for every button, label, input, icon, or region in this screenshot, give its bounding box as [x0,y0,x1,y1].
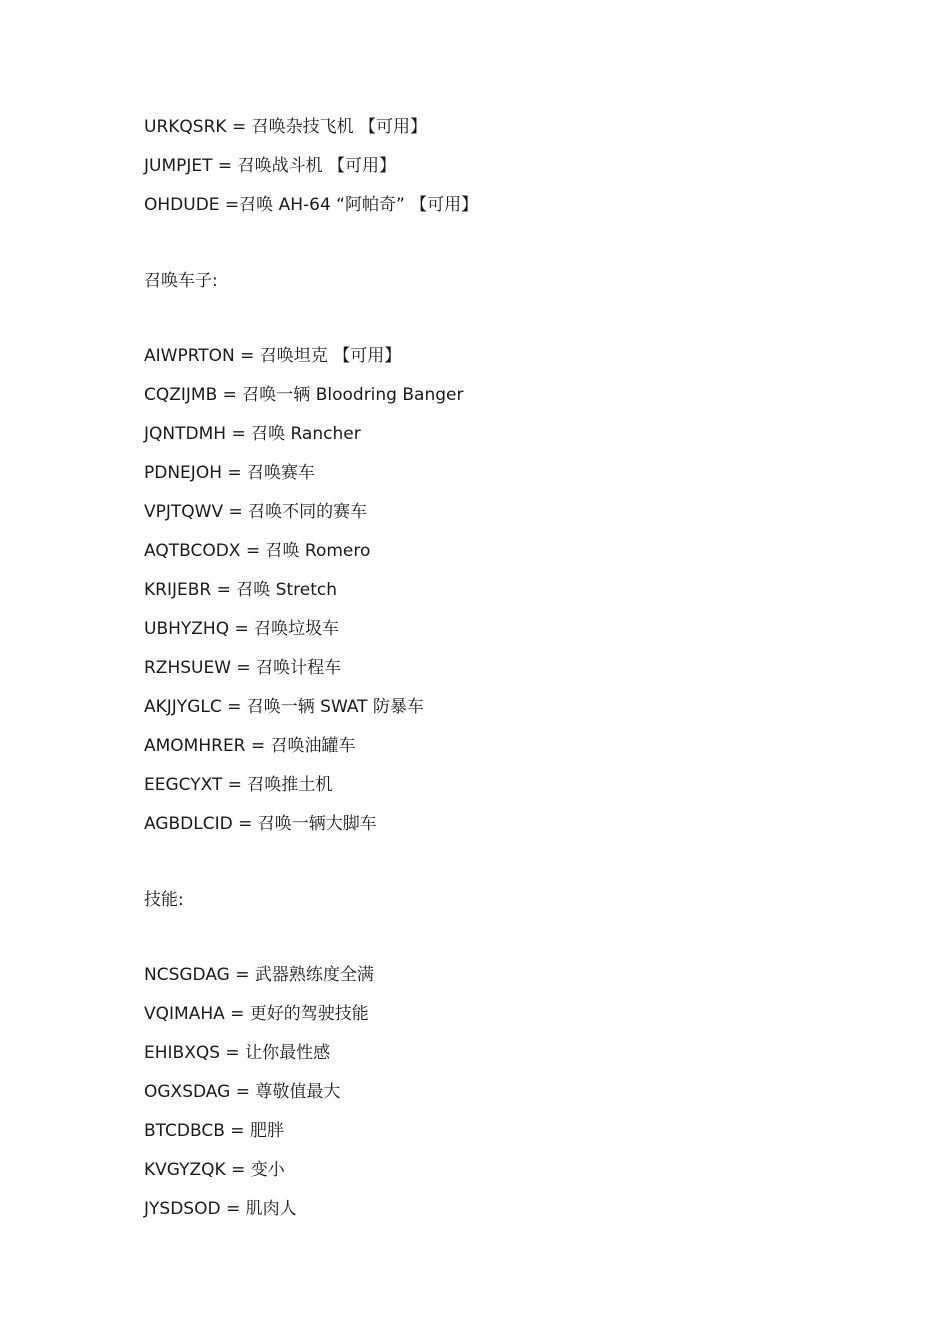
cheat-line-car: PDNEJOH = 召唤赛车 [144,463,316,483]
cheat-line-aircraft: JUMPJET = 召唤战斗机 【可用】 [144,156,396,176]
cheat-line-skill: OGXSDAG = 尊敬值最大 [144,1082,341,1102]
cheat-line-car: RZHSUEW = 召唤计程车 [144,658,342,678]
section-heading-skills: 技能: [144,890,184,910]
cheat-line-car: CQZIJMB = 召唤一辆 Bloodring Banger [144,385,464,405]
cheat-line-aircraft: URKQSRK = 召唤杂技飞机 【可用】 [144,117,427,137]
cheat-line-car: AIWPRTON = 召唤坦克 【可用】 [144,346,402,366]
cheat-line-skill: KVGYZQK = 变小 [144,1160,285,1180]
section-heading-cars: 召唤车子: [144,271,218,291]
cheat-line-car: KRIJEBR = 召唤 Stretch [144,580,337,600]
cheat-line-skill: JYSDSOD = 肌肉人 [144,1199,297,1219]
cheat-line-car: VPJTQWV = 召唤不同的赛车 [144,502,368,522]
cheat-line-skill: BTCDBCB = 肥胖 [144,1121,284,1141]
cheat-line-car: AMOMHRER = 召唤油罐车 [144,736,356,756]
cheat-line-car: AKJJYGLC = 召唤一辆 SWAT 防暴车 [144,697,424,717]
cheat-line-car: AGBDLCID = 召唤一辆大脚车 [144,814,377,834]
cheat-line-car: UBHYZHQ = 召唤垃圾车 [144,619,340,639]
cheat-line-skill: EHIBXQS = 让你最性感 [144,1043,331,1063]
cheat-line-car: EEGCYXT = 召唤推土机 [144,775,333,795]
cheat-line-aircraft: OHDUDE =召唤 AH-64 “阿帕奇” 【可用】 [144,195,479,215]
cheat-line-car: AQTBCODX = 召唤 Romero [144,541,371,561]
cheat-line-skill: VQIMAHA = 更好的驾驶技能 [144,1004,369,1024]
cheat-line-skill: NCSGDAG = 武器熟练度全满 [144,965,374,985]
cheat-line-car: JQNTDMH = 召唤 Rancher [144,424,361,444]
